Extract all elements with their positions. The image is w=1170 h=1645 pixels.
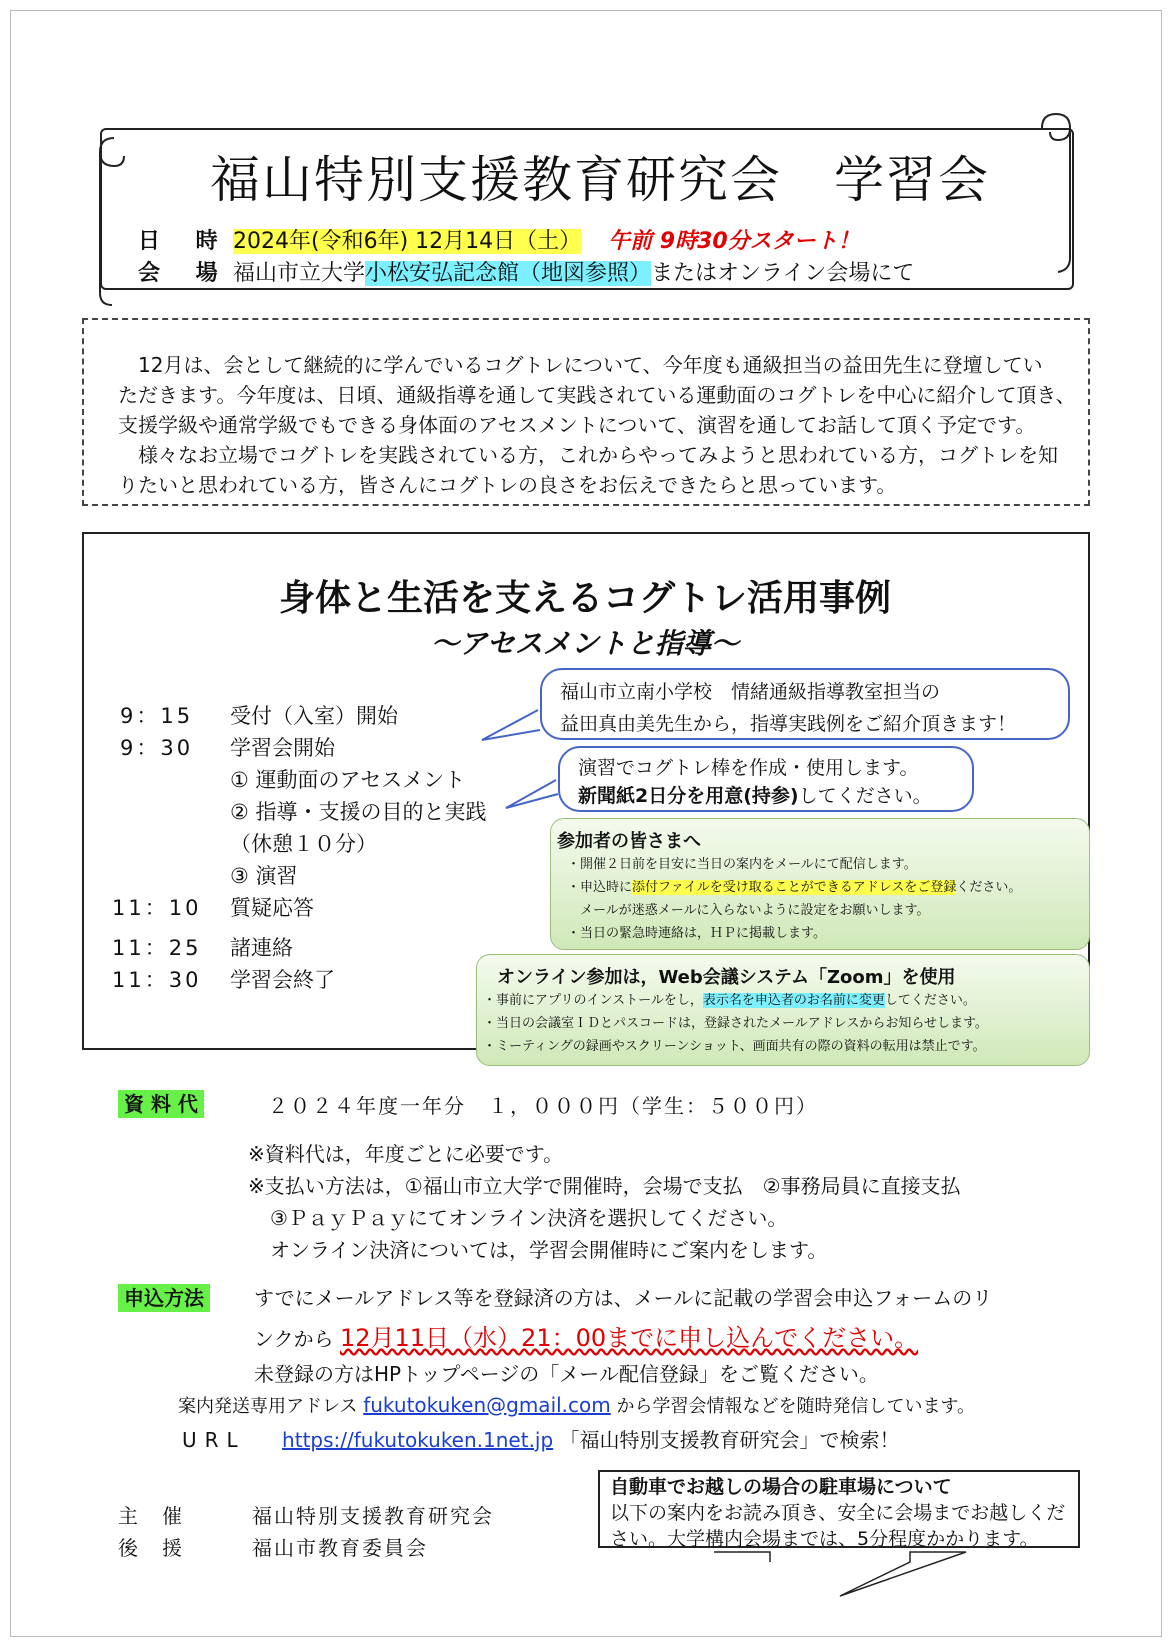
venue-prefix: 福山市立大学: [233, 261, 366, 286]
fee-note: オンライン決済については，学習会開催時にご案内をします。: [270, 1238, 828, 1262]
online-box: オンライン参加は，Web会議システム「Zoom」を使用 ・事前にアプリのインストールをし，表示名を申込者のお名前に変更してください。 ・当日の会議室ＩＤとパスコードは，登録されたメールアドレスからお知らせします。 ・ミーティングの録画やスクリーンショット、画面共有の際の資料の転用は禁止です。: [476, 954, 1090, 1066]
intro-line: りたいと思われている方，皆さんにコグトレの良さをお伝えできたらと思っています。: [118, 473, 897, 497]
date-value: 2024年(令和6年) 12月14日（土）: [233, 229, 582, 254]
apply-line: 未登録の方はHPトップページの「メール配信登録」をご覧ください。: [254, 1362, 879, 1386]
online-title: オンライン参加は，Web会議システム「Zoom」を使用: [497, 967, 956, 988]
schedule-row: ① 運動面のアセスメント: [230, 768, 466, 792]
venue-highlight: 小松安弘記念館（地図参照）: [365, 261, 652, 286]
participants-box: 参加者の皆さまへ ・開催２日前を目安に当日の案内をメールにて配信します。 ・申込時に添付ファイルを受け取ることができるアドレスをご登録ください。 メールが迷惑メールに入らないように設定をお願いします。 ・当日の緊急時連絡は，ＨＰに掲載します。: [550, 818, 1090, 950]
schedule-row: 11：10 質疑応答: [112, 896, 314, 920]
parking-box: [598, 1470, 1080, 1548]
schedule-row: 9：15 受付（入室）開始: [120, 704, 398, 728]
parking-title: 自動車でお越しの場合の駐車場について: [610, 1476, 952, 1498]
mail-row: 案内発送専用アドレス fukutokuken@gmail.com から学習会情報などを随時発信しています。: [178, 1393, 976, 1417]
intro-line: 12月は、会として継続的に学んでいるコグトレについて、今年度も通級担当の益田先生に登壇してい: [118, 353, 1043, 377]
mail-link[interactable]: fukutokuken@gmail.com: [363, 1393, 611, 1417]
apply-tag: 申込方法: [118, 1282, 210, 1311]
host-row: 主 催 福山特別支援教育研究会: [118, 1504, 494, 1528]
support-row: 後 援 福山市教育委員会: [118, 1536, 428, 1560]
participants-title: 参加者の皆さまへ: [557, 831, 701, 852]
url-row: URL https://fukutokuken.1net.jp 「福山特別支援教育研究会」で検索！: [182, 1428, 900, 1452]
program-title: 身体と生活を支えるコグトレ活用事例: [278, 578, 891, 619]
deadline: 12月11日（水）21：00までに申し込んでください。: [339, 1324, 919, 1352]
fee-tag: 資 料 代: [118, 1088, 204, 1117]
fee-value: ２０２４年度一年分 １，０００円（学生：５００円）: [268, 1094, 818, 1118]
intro-box: [82, 318, 1090, 506]
start-time: 午前 9時30分スタート！: [608, 229, 860, 254]
intro-line: 様々なお立場でコグトレを実践されている方，これからやってみようと思われている方，コグトレを知: [118, 443, 1058, 467]
intro-line: ただきます。今年度は、日頃、通級指導を通して実践されている運動面のコグトレを中心に紹介して頂き、: [118, 383, 1076, 407]
schedule-row: （休憩１０分）: [230, 832, 377, 856]
schedule-row: ② 指導・支援の目的と実践: [230, 800, 487, 824]
schedule-row: 11：25 諸連絡: [112, 936, 293, 960]
venue-row: [138, 256, 914, 287]
apply-line: ンクから 12月11日（水）21：00までに申し込んでください。: [254, 1324, 919, 1352]
program-subtitle: ～アセスメントと指導～: [431, 627, 739, 660]
parking-text: 以下の案内をお読み頂き、安全に会場までお越しください。大学構内会場までは、5分程度かかります。: [610, 1502, 1066, 1550]
date-label: 日 時: [138, 229, 232, 254]
apply-line: すでにメールアドレス等を登録済の方は、メールに記載の学習会申込フォームのリ: [254, 1286, 993, 1310]
url-link[interactable]: https://fukutokuken.1net.jp: [282, 1428, 554, 1452]
schedule-row: ③ 演習: [230, 864, 298, 888]
page-title: 福山特別支援教育研究会 学習会: [210, 151, 990, 209]
down-arrow-icon: [710, 1550, 970, 1600]
fee-note: ※支払い方法は，①福山市立大学で開催時，会場で支払 ②事務局員に直接支払: [248, 1174, 961, 1198]
date-row: [138, 224, 860, 255]
intro-line: 支援学級や通常学級でもできる身体面のアセスメントについて、演習を通してお話して頂く予定です。: [118, 413, 1036, 437]
venue-suffix: またはオンライン会場にて: [651, 261, 915, 286]
exercise-bubble: 演習でコグトレ棒を作成・使用します。 新聞紙2日分を用意(持参)してください。: [558, 746, 974, 812]
fee-note: ※資料代は，年度ごとに必要です。: [248, 1142, 564, 1166]
schedule-row: 9：30 学習会開始: [120, 736, 335, 760]
schedule-row: 11：30 学習会終了: [112, 968, 335, 992]
fee-note: ③ＰａｙＰａｙにてオンライン決済を選択してください。: [270, 1206, 788, 1230]
speaker-bubble: 福山市立南小学校 情緒通級指導教室担当の 益田真由美先生から，指導実践例をご紹介頂きます！: [540, 668, 1070, 740]
venue-label: 会 場: [138, 261, 232, 286]
